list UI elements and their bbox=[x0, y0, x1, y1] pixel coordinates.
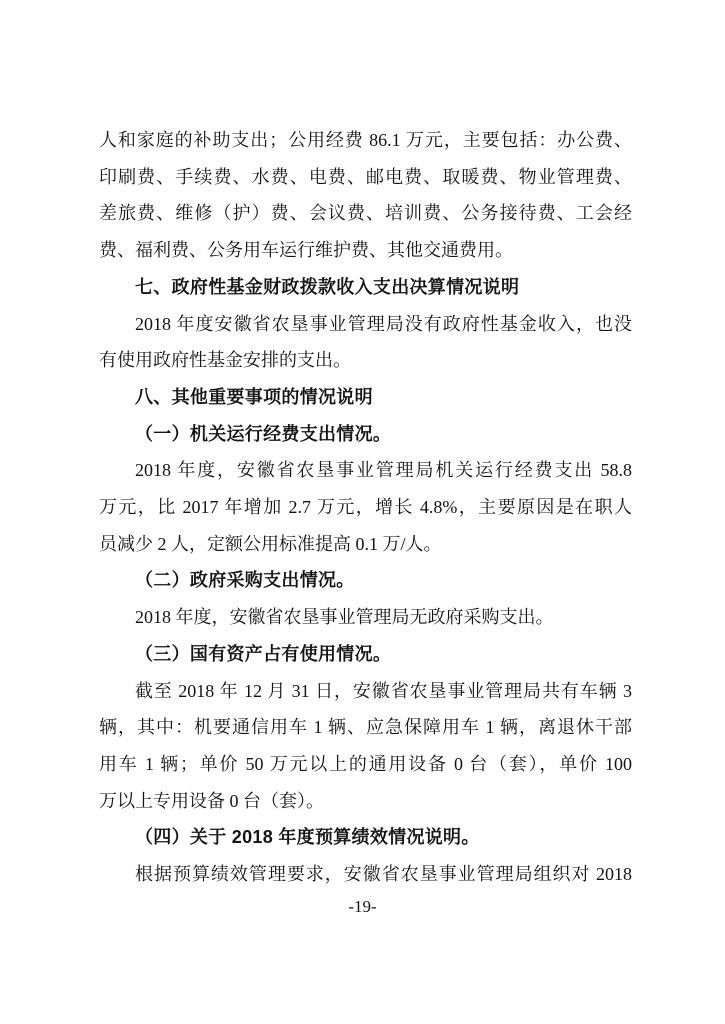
body-line: 万以上专用设备 0 台（套）。 bbox=[99, 790, 324, 811]
body-line: 印刷费、手续费、水费、电费、邮电费、取暖费、物业管理费、 bbox=[99, 166, 632, 187]
body-line: 辆，其中：机要通信用车 1 辆、应急保障用车 1 辆，离退休干部 bbox=[99, 717, 632, 738]
body-line: 员减少 2 人，定额公用标准提高 0.1 万/人。 bbox=[99, 533, 442, 554]
heading-line: （四）关于 2018 年度预算绩效情况说明。 bbox=[135, 827, 480, 848]
body-line: 差旅费、维修（护）费、会议费、培训费、公务接待费、工会经 bbox=[99, 203, 632, 224]
body-line: 万元，比 2017 年增加 2.7 万元，增长 4.8%，主要原因是在职人 bbox=[99, 497, 632, 518]
heading-line: 七、政府性基金财政拨款收入支出决算情况说明 bbox=[135, 276, 520, 297]
body-line: 2018 年度安徽省农垦事业管理局没有政府性基金收入，也没 bbox=[135, 313, 632, 334]
body-line: 根据预算绩效管理要求，安徽省农垦事业管理局组织对 2018 bbox=[135, 864, 632, 885]
body-line: 2018 年度，安徽省农垦事业管理局无政府采购支出。 bbox=[135, 607, 554, 628]
page-number: -19- bbox=[348, 897, 377, 916]
body-line: 有使用政府性基金安排的支出。 bbox=[99, 350, 351, 371]
document-content bbox=[99, 122, 632, 893]
heading-line: （三）国有资产占有使用情况。 bbox=[135, 643, 392, 664]
heading-line: （一）机关运行经费支出情况。 bbox=[135, 423, 392, 444]
body-line: 人和家庭的补助支出；公用经费 86.1 万元，主要包括：办公费、 bbox=[99, 130, 632, 150]
body-line: 费、福利费、公务用车运行维护费、其他交通费用。 bbox=[99, 240, 513, 261]
heading-line: 八、其他重要事项的情况说明 bbox=[135, 386, 373, 407]
heading-line: （二）政府采购支出情况。 bbox=[135, 570, 355, 591]
body-line: 2018 年度，安徽省农垦事业管理局机关运行经费支出 58.8 bbox=[135, 460, 632, 481]
body-line: 截至 2018 年 12 月 31 日，安徽省农垦事业管理局共有车辆 3 bbox=[135, 680, 632, 701]
body-line: 用车 1 辆；单价 50 万元以上的通用设备 0 台（套），单价 100 bbox=[99, 753, 632, 774]
